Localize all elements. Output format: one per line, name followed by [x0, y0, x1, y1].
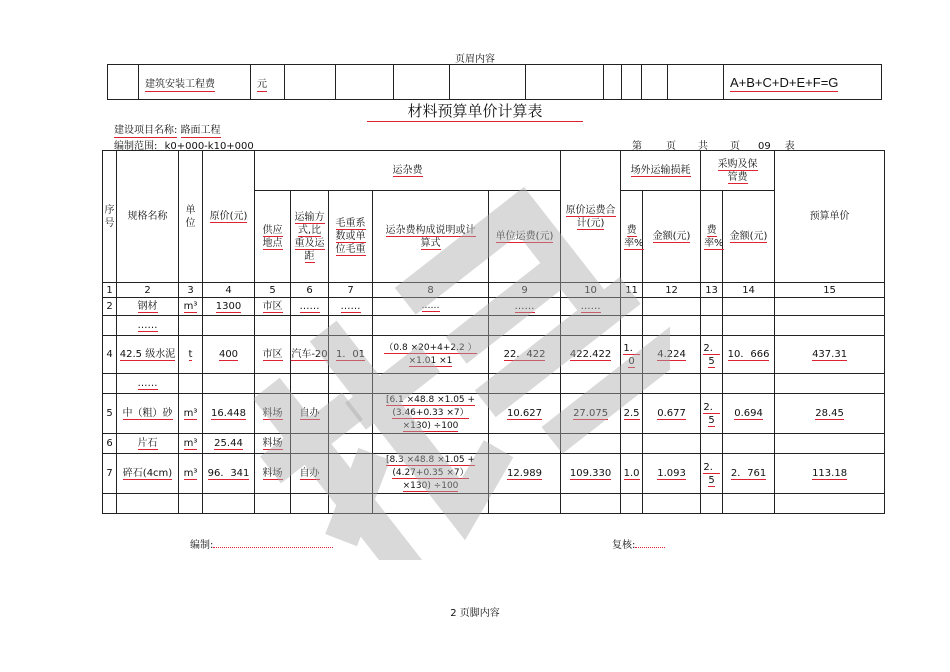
- cell-a1: 0.677: [643, 394, 701, 434]
- cell-gross: [329, 394, 373, 434]
- hdr-spec: 规格名称: [117, 151, 179, 283]
- table-row: [103, 374, 885, 394]
- hdr-total: 原价运费合计(元): [561, 151, 621, 283]
- cell-unit: [179, 316, 203, 336]
- hdr-price: 原价(元): [203, 151, 255, 283]
- cell-budget: [775, 374, 885, 394]
- cell-gross: [329, 494, 373, 514]
- cell-unit-freight: [489, 374, 561, 394]
- cell-method: [291, 494, 329, 514]
- cell-a2: [723, 494, 775, 514]
- cell-spec: 钢材: [117, 298, 179, 316]
- cell-r2: 2．5: [701, 454, 723, 494]
- cell-unit-freight: [489, 434, 561, 454]
- cell-price: 16.448: [203, 394, 255, 434]
- cell-formula: （0.8 ×20+4+2.2 ）×1.01 ×1: [373, 336, 489, 374]
- cell-unit-freight: 22．422: [489, 336, 561, 374]
- cell-r1: [621, 494, 643, 514]
- cell-budget: [775, 434, 885, 454]
- cell-r1: [621, 316, 643, 336]
- cell-formula: [373, 434, 489, 454]
- cell-budget: [775, 298, 885, 316]
- cell-gross: 1．01: [329, 336, 373, 374]
- cell-supply: 料场: [255, 454, 291, 494]
- cell-method: 自办: [291, 454, 329, 494]
- hdr-budget: 预算单价: [775, 151, 885, 283]
- top-item-name: 建筑安装工程费: [145, 78, 215, 90]
- cell-supply: 市区: [255, 298, 291, 316]
- cell-spec: 中（粗）砂: [117, 394, 179, 434]
- cell-budget: 113.18: [775, 454, 885, 494]
- page-info: 第 页 共 页 09 表: [632, 141, 795, 152]
- cell-seq: [103, 494, 117, 514]
- cell-a2: [723, 374, 775, 394]
- cell-r2: [701, 316, 723, 336]
- cell-gross: [329, 316, 373, 336]
- cell-unit: t: [179, 336, 203, 374]
- project-label: 建设项目名称:: [114, 125, 178, 136]
- cell-price: 1300: [203, 298, 255, 316]
- cell-gross: [329, 374, 373, 394]
- cell-r1: [621, 374, 643, 394]
- cell-spec: 42.5 级水泥: [117, 336, 179, 374]
- cell-price: [203, 316, 255, 336]
- cell-r2: [701, 494, 723, 514]
- cell-supply: [255, 316, 291, 336]
- cell-seq: [103, 316, 117, 336]
- cell-budget: [775, 494, 885, 514]
- cell-price: [203, 494, 255, 514]
- hdr-loss-rate: 费率%: [621, 191, 643, 283]
- table-row: [103, 394, 885, 434]
- cell-unit-freight: [489, 494, 561, 514]
- cell-budget: [775, 316, 885, 336]
- table-row: [103, 454, 885, 494]
- cell-supply: 市区: [255, 336, 291, 374]
- hdr-loss-amount: 金额(元): [643, 191, 701, 283]
- cell-gross: [329, 454, 373, 494]
- hdr-method: 运输方式,比重及运距: [291, 191, 329, 283]
- cell-unit: m³: [179, 394, 203, 434]
- cell-a1: [643, 434, 701, 454]
- cell-supply: [255, 494, 291, 514]
- cell-a1: [643, 316, 701, 336]
- cell-unit-freight: ……: [489, 298, 561, 316]
- reviewer-label: 复核:: [612, 536, 665, 551]
- cell-supply: [255, 374, 291, 394]
- cell-budget: 437.31: [775, 336, 885, 374]
- cell-a1: [643, 374, 701, 394]
- cell-r2: [701, 298, 723, 316]
- cell-unit: [179, 374, 203, 394]
- hdr-purchase-rate: 费率%: [701, 191, 723, 283]
- cell-unit-freight: [489, 316, 561, 336]
- cell-total: 27.075: [561, 394, 621, 434]
- cell-formula: [373, 316, 489, 336]
- range-value: k0+000-k10+000: [164, 141, 254, 152]
- budget-table: [102, 150, 885, 514]
- table-row: [103, 336, 885, 374]
- cell-total: 422.422: [561, 336, 621, 374]
- hdr-formula: 运杂费构成说明或计算式: [373, 191, 489, 283]
- hdr-freight: 运杂费: [255, 151, 561, 191]
- cell-a2: 10．666: [723, 336, 775, 374]
- project-name: 路面工程: [180, 125, 221, 136]
- project-line: [114, 121, 221, 136]
- cell-method: [291, 434, 329, 454]
- cell-gross: [329, 434, 373, 454]
- cell-total: [561, 316, 621, 336]
- table-row: [103, 434, 885, 454]
- cell-a2: [723, 434, 775, 454]
- table-row: [103, 316, 885, 336]
- hdr-seq: 序号: [103, 151, 117, 283]
- cell-a2: [723, 316, 775, 336]
- cell-formula: [373, 374, 489, 394]
- cell-r2: [701, 434, 723, 454]
- cell-a1: [643, 494, 701, 514]
- cell-supply: 料场: [255, 434, 291, 454]
- cell-unit: m³: [179, 298, 203, 316]
- range-label: 编制范围:: [114, 141, 158, 152]
- cell-unit: [179, 494, 203, 514]
- cell-a1: [643, 298, 701, 316]
- top-item-unit: 元: [257, 78, 267, 90]
- cell-price: 25.44: [203, 434, 255, 454]
- page-footer: 2 页脚内容: [450, 608, 500, 619]
- cell-a1: 1.093: [643, 454, 701, 494]
- cell-total: [561, 494, 621, 514]
- cell-seq: 7: [103, 454, 117, 494]
- table-row: [103, 298, 885, 316]
- cell-spec: [117, 494, 179, 514]
- cell-gross: ……: [329, 298, 373, 316]
- cell-method: [291, 374, 329, 394]
- compiler-label: 编制:: [190, 536, 333, 551]
- cell-seq: 6: [103, 434, 117, 454]
- page-title: 材料预算单价计算表: [0, 100, 950, 121]
- top-summary-table: [107, 64, 882, 100]
- cell-r2: 2．5: [701, 394, 723, 434]
- cell-method: [291, 316, 329, 336]
- cell-formula: ……: [373, 298, 489, 316]
- cell-seq: 4: [103, 336, 117, 374]
- cell-r1: [621, 434, 643, 454]
- cell-a2: [723, 298, 775, 316]
- hdr-gross: 毛重系数或单位毛重: [329, 191, 373, 283]
- cell-formula: [6.1 ×48.8 ×1.05 +(3.46+0.33 ×7）×130) ÷100: [373, 394, 489, 434]
- cell-r1: 1．0: [621, 336, 643, 374]
- cell-method: 自办: [291, 394, 329, 434]
- hdr-purchase-amount: 金额(元): [723, 191, 775, 283]
- cell-r1: 2.5: [621, 394, 643, 434]
- cell-price: [203, 374, 255, 394]
- page-header: 页眉内容: [455, 54, 495, 65]
- cell-r1: 1.0: [621, 454, 643, 494]
- cell-spec: 碎石(4cm): [117, 454, 179, 494]
- cell-unit-freight: 10.627: [489, 394, 561, 434]
- table-row: [103, 494, 885, 514]
- cell-seq: 2: [103, 298, 117, 316]
- cell-seq: 5: [103, 394, 117, 434]
- cell-method: ……: [291, 298, 329, 316]
- column-number-row: 1 2 3 4 5 6 7 8 9 10 11 12 13 14 15: [103, 283, 885, 298]
- cell-formula: [8.3 ×48.8 ×1.05 +(4.27+0.35 ×7）×130) ÷100: [373, 454, 489, 494]
- hdr-purchase: 采购及保管费: [701, 151, 775, 191]
- cell-spec: 片石: [117, 434, 179, 454]
- top-formula: A+B+C+D+E+F=G: [730, 74, 839, 90]
- cell-r2: 2．5: [701, 336, 723, 374]
- cell-unit: m³: [179, 454, 203, 494]
- cell-price: 96．341: [203, 454, 255, 494]
- cell-total: [561, 374, 621, 394]
- cell-r2: [701, 374, 723, 394]
- cell-spec: ……: [117, 374, 179, 394]
- hdr-unit: 单位: [179, 151, 203, 283]
- hdr-unit-freight: 单位运费(元): [489, 191, 561, 283]
- cell-total: [561, 434, 621, 454]
- cell-a1: 4.224: [643, 336, 701, 374]
- cell-formula: [373, 494, 489, 514]
- cell-unit-freight: 12.989: [489, 454, 561, 494]
- cell-a2: 0.694: [723, 394, 775, 434]
- cell-price: 400: [203, 336, 255, 374]
- cell-r1: [621, 298, 643, 316]
- cell-spec: ……: [117, 316, 179, 336]
- cell-method: 汽车-20: [291, 336, 329, 374]
- cell-seq: [103, 374, 117, 394]
- cell-budget: 28.45: [775, 394, 885, 434]
- cell-total: 109.330: [561, 454, 621, 494]
- hdr-supply: 供应地点: [255, 191, 291, 283]
- cell-supply: 料场: [255, 394, 291, 434]
- cell-unit: m³: [179, 434, 203, 454]
- cell-total: ……: [561, 298, 621, 316]
- cell-a2: 2．761: [723, 454, 775, 494]
- hdr-loss: 场外运输损耗: [621, 151, 701, 191]
